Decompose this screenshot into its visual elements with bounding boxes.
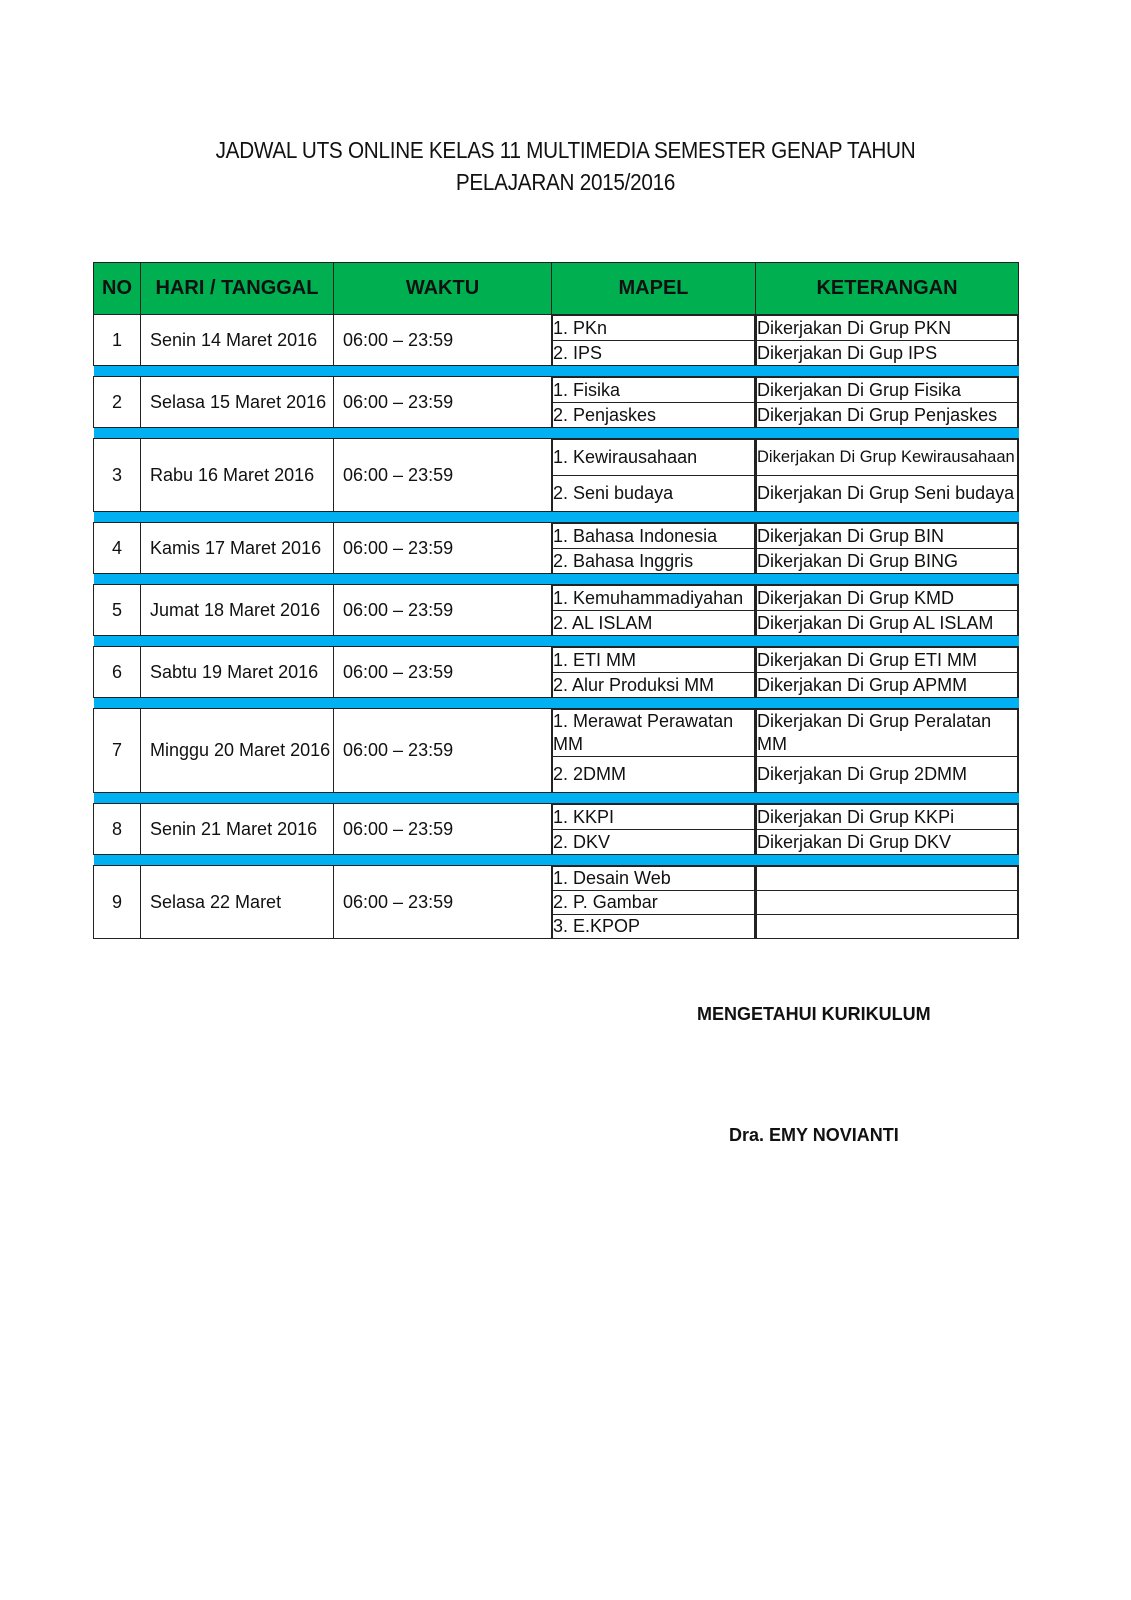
note-item: Dikerjakan Di Grup 2DMM [757,757,1018,793]
note-item [757,891,1018,915]
subject-item: 1. Bahasa Indonesia [553,524,755,549]
subject-list [552,647,755,697]
subject-item: 1. Kemuhammadiyahan [553,586,755,611]
row-number: 4 [94,523,141,574]
row-number: 2 [94,377,141,428]
subject-item: 1. Kewirausahaan [553,440,755,476]
row-number: 8 [94,804,141,855]
row-separator-bar [94,636,1019,647]
note-list [756,709,1018,792]
note-item: Dikerjakan Di Grup APMM [757,673,1018,698]
row-subjects [552,315,756,366]
subject-item: 1. ETI MM [553,648,755,673]
row-time: 06:00 – 23:59 [334,315,552,366]
subject-item: 3. E.KPOP [553,915,755,939]
row-subjects [552,439,756,512]
row-notes [756,523,1019,574]
note-item: Dikerjakan Di Grup Kewirausahaan [757,440,1018,476]
separator-fill [94,428,1019,439]
row-number: 3 [94,439,141,512]
row-separator-bar [94,855,1019,866]
separator-fill [94,366,1019,377]
note-item: Dikerjakan Di Grup BIN [757,524,1018,549]
subject-item: 2. IPS [553,341,755,366]
row-separator-bar [94,793,1019,804]
row-notes [756,585,1019,636]
row-subjects [552,585,756,636]
row-separator-bar [94,574,1019,585]
separator-fill [94,636,1019,647]
header-subject: MAPEL [552,263,756,315]
title-line-1: JADWAL UTS ONLINE KELAS 11 MULTIMEDIA SEMESTER GENAP TAHUN [215,137,916,163]
subject-item: 2. Bahasa Inggris [553,549,755,574]
note-item: Dikerjakan Di Grup DKV [757,830,1018,855]
note-item: Dikerjakan Di Grup PKN [757,316,1018,341]
row-subjects [552,709,756,793]
note-list [756,585,1018,635]
row-subjects [552,866,756,939]
table-row [94,866,1019,939]
signoff-name: Dra. EMY NOVIANTI [729,1125,899,1145]
subject-list [552,709,755,792]
row-notes [756,315,1019,366]
subject-list [552,315,755,365]
separator-fill [94,698,1019,709]
row-notes [756,439,1019,512]
note-list [756,523,1018,573]
row-notes [756,866,1019,939]
row-subjects [552,377,756,428]
note-list [756,315,1018,365]
row-day-date: Sabtu 19 Maret 2016 [141,647,334,698]
subject-list [552,523,755,573]
table-row [94,315,1019,366]
row-time: 06:00 – 23:59 [334,523,552,574]
note-item: Dikerjakan Di Grup KMD [757,586,1018,611]
table-row [94,585,1019,636]
row-notes [756,647,1019,698]
subject-list [552,804,755,854]
subject-item: 2. AL ISLAM [553,611,755,636]
row-time: 06:00 – 23:59 [334,439,552,512]
header-no: NO [94,263,141,315]
subject-item: 2. Seni budaya [553,476,755,512]
subject-item: 2. DKV [553,830,755,855]
row-number: 6 [94,647,141,698]
note-item: Dikerjakan Di Grup AL ISLAM [757,611,1018,636]
row-time: 06:00 – 23:59 [334,709,552,793]
title-line-2: PELAJARAN 2015/2016 [455,169,676,195]
separator-fill [94,574,1019,585]
row-subjects [552,804,756,855]
subject-list [552,439,755,511]
row-time: 06:00 – 23:59 [334,866,552,939]
subject-item: 1. Desain Web [553,867,755,891]
document-title [138,134,994,198]
row-subjects [552,647,756,698]
row-day-date: Rabu 16 Maret 2016 [141,439,334,512]
note-item [757,867,1018,891]
row-number: 1 [94,315,141,366]
row-separator-bar [94,366,1019,377]
subject-item: 1. KKPI [553,805,755,830]
note-item: Dikerjakan Di Grup ETI MM [757,648,1018,673]
row-day-date: Selasa 22 Maret [141,866,334,939]
row-separator-bar [94,698,1019,709]
note-item: Dikerjakan Di Gup IPS [757,341,1018,366]
row-time: 06:00 – 23:59 [334,647,552,698]
note-item: Dikerjakan Di Grup Penjaskes [757,403,1018,428]
subject-list [552,866,755,938]
subject-list [552,377,755,427]
exam-schedule-table [93,262,1019,939]
row-day-date: Kamis 17 Maret 2016 [141,523,334,574]
row-time: 06:00 – 23:59 [334,804,552,855]
note-item: Dikerjakan Di Grup Fisika [757,378,1018,403]
header-note: KETERANGAN [756,263,1019,315]
signoff-label: MENGETAHUI KURIKULUM [697,1004,931,1024]
table-row [94,523,1019,574]
subject-list [552,585,755,635]
table-row [94,709,1019,793]
header-time: WAKTU [334,263,552,315]
separator-fill [94,512,1019,523]
row-day-date: Senin 14 Maret 2016 [141,315,334,366]
separator-fill [94,855,1019,866]
table-row [94,377,1019,428]
row-day-date: Selasa 15 Maret 2016 [141,377,334,428]
table-row [94,647,1019,698]
row-number: 9 [94,866,141,939]
row-notes [756,709,1019,793]
row-number: 7 [94,709,141,793]
row-time: 06:00 – 23:59 [334,377,552,428]
subject-item: 2. Penjaskes [553,403,755,428]
subject-item: 2. P. Gambar [553,891,755,915]
row-separator-bar [94,512,1019,523]
separator-fill [94,793,1019,804]
note-item: Dikerjakan Di Grup BING [757,549,1018,574]
subject-item: 2. 2DMM [553,757,755,793]
note-list [756,647,1018,697]
note-item: Dikerjakan Di Grup Seni budaya [757,476,1018,512]
row-separator-bar [94,428,1019,439]
note-item: Dikerjakan Di Grup KKPi [757,805,1018,830]
note-item [757,915,1018,939]
subject-item: 2. Alur Produksi MM [553,673,755,698]
subject-item: 1. Fisika [553,378,755,403]
row-time: 06:00 – 23:59 [334,585,552,636]
note-list [756,866,1018,938]
row-number: 5 [94,585,141,636]
row-day-date: Minggu 20 Maret 2016 [141,709,334,793]
row-day-date: Senin 21 Maret 2016 [141,804,334,855]
note-list [756,439,1018,511]
row-notes [756,377,1019,428]
subject-item: 1. Merawat Perawatan MM [553,710,755,757]
row-subjects [552,523,756,574]
table-row [94,804,1019,855]
note-item: Dikerjakan Di Grup Peralatan MM [757,710,1018,757]
table-header-row [94,263,1019,315]
row-day-date: Jumat 18 Maret 2016 [141,585,334,636]
note-list [756,804,1018,854]
note-list [756,377,1018,427]
row-notes [756,804,1019,855]
header-day: HARI / TANGGAL [141,263,334,315]
subject-item: 1. PKn [553,316,755,341]
table-row [94,439,1019,512]
